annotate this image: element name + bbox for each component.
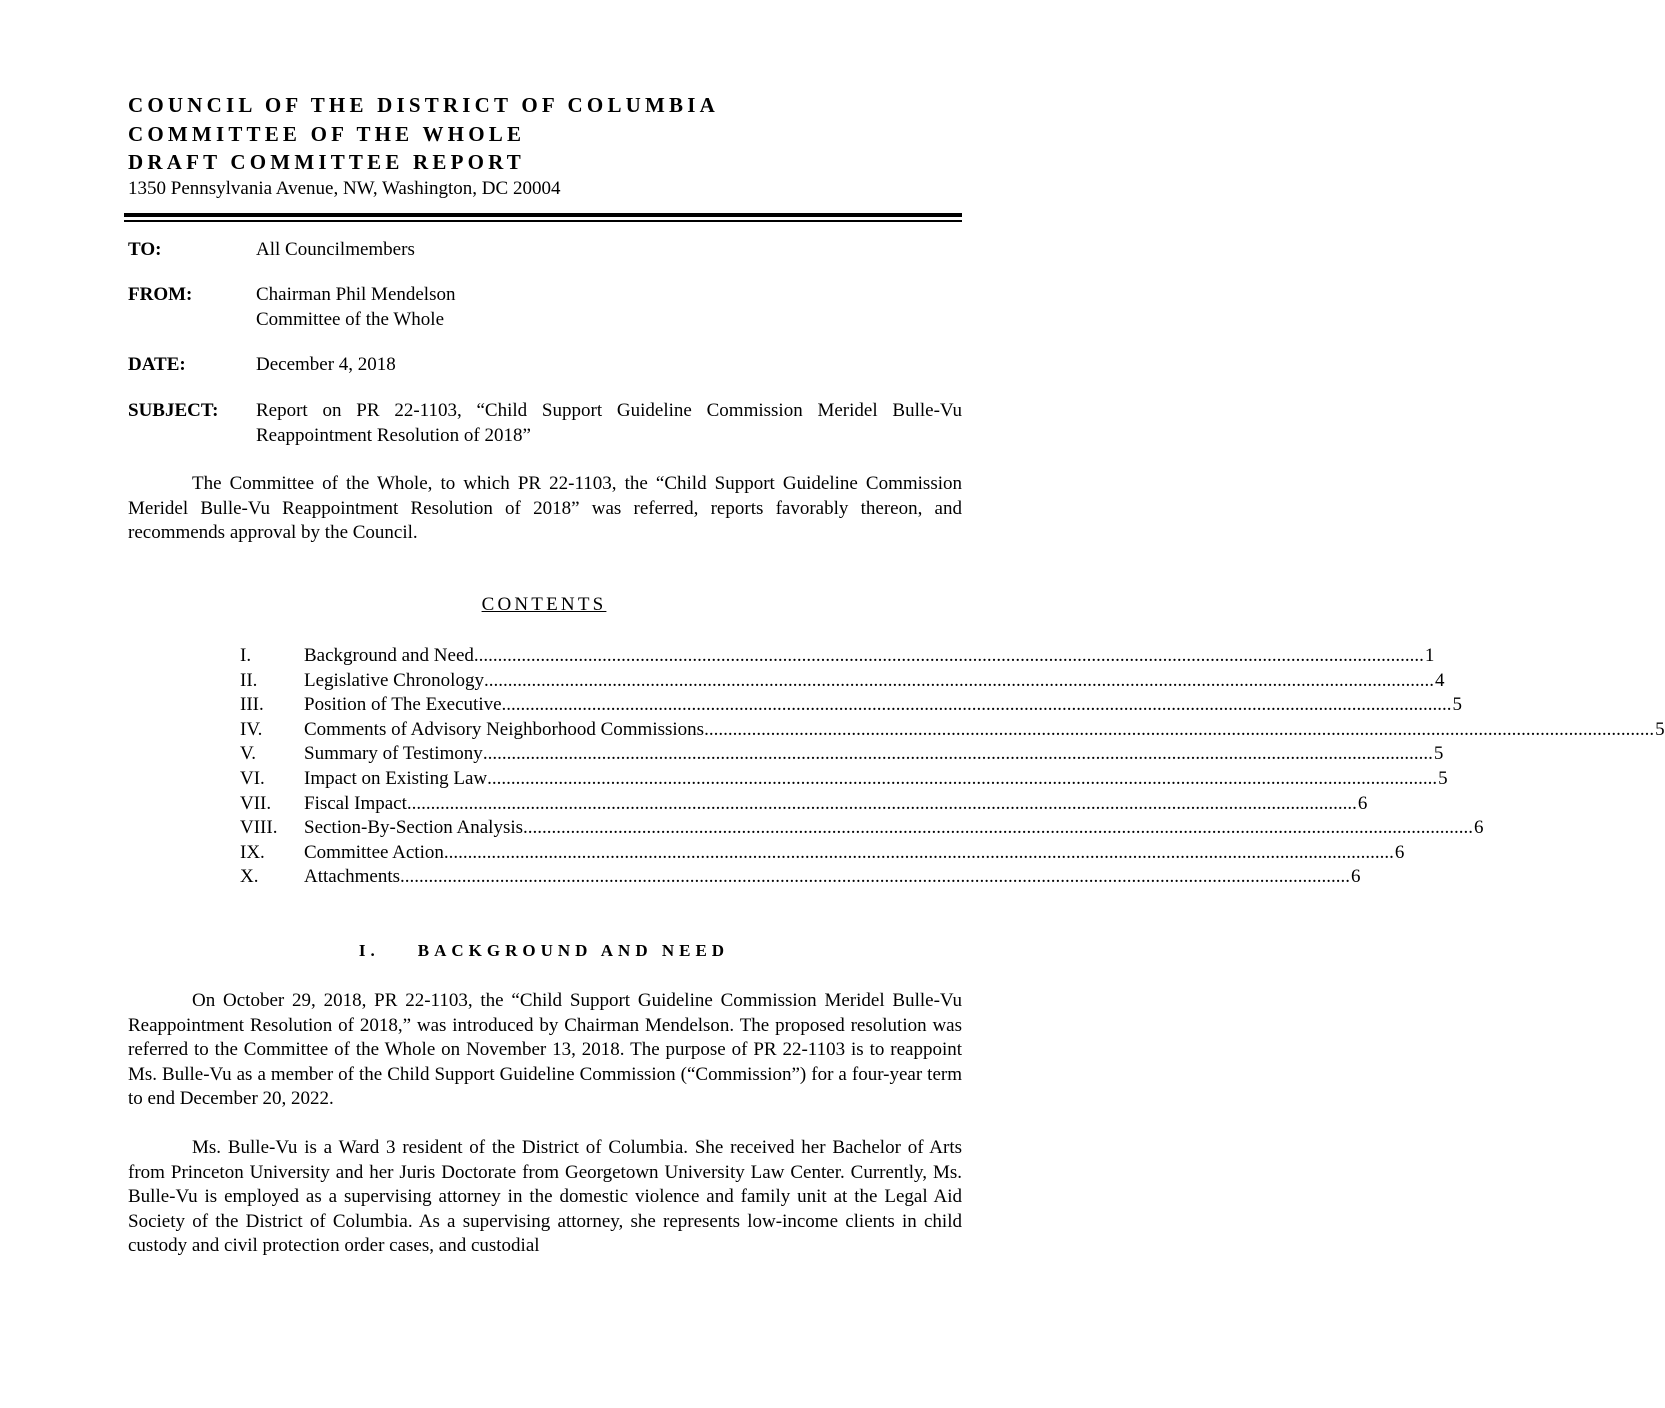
toc-item-title: Committee Action — [304, 841, 444, 863]
header-rule-thick — [124, 213, 962, 217]
toc-leader-dots: ........................................................................................................................................................................................................ — [473, 645, 1424, 666]
memo-from-label: FROM: — [128, 284, 193, 305]
toc-item-number: VII. — [240, 792, 272, 814]
toc-item — [240, 792, 1368, 818]
toc-leader-dots: ........................................................................................................................................................................................................ — [501, 694, 1452, 716]
toc-item-page: 4 — [1434, 669, 1445, 691]
toc-item-number: VI. — [240, 767, 265, 789]
toc-item — [240, 669, 1445, 695]
header-rule-thin — [124, 220, 962, 222]
toc-item-title: Attachments — [304, 866, 401, 888]
toc-leader-dots: ........................................................................................................................................................................................................ — [443, 841, 1394, 863]
toc-leader-dots: ........................................................................................................................................................................................................ — [400, 866, 1351, 888]
toc-item-page: 5 — [1452, 694, 1463, 716]
toc-item-title: Background and Need — [304, 645, 474, 666]
header-address: 1350 Pennsylvania Avenue, NW, Washington, DC 20004 — [128, 178, 561, 199]
toc-item — [240, 866, 1361, 891]
toc-leader-dots: ........................................................................................................................................................................................................ — [487, 767, 1438, 789]
section-title: BACKGROUND AND NEED — [417, 941, 730, 960]
toc-item — [240, 718, 1665, 744]
toc-item-number: II. — [240, 669, 258, 691]
toc-leader-dots: ........................................................................................................................................................................................................ — [704, 718, 1655, 740]
toc-item-title: Impact on Existing Law — [304, 767, 488, 789]
background-paragraph-1 — [128, 989, 962, 1112]
toc-item-title: Summary of Testimony — [304, 743, 483, 765]
toc-item-title: Fiscal Impact — [304, 792, 407, 814]
toc-item-title: Section-By-Section Analysis — [304, 817, 524, 839]
toc-item — [240, 645, 1435, 670]
toc-item-title: Legislative Chronology — [304, 669, 484, 691]
memo-subject-label: SUBJECT: — [128, 400, 219, 421]
toc-item-number: IV. — [240, 718, 263, 740]
toc-item-page: 5 — [1438, 767, 1448, 789]
toc-item-title: Comments of Advisory Neighborhood Commissions — [304, 718, 705, 740]
section-heading-background — [0, 939, 1088, 963]
toc-item-number: III. — [240, 694, 264, 716]
toc-item-page: 5 — [1433, 743, 1444, 765]
toc-item-number: VIII. — [240, 817, 278, 839]
memo-subject-value: Report on PR 22-1103, “Child Support Guideline Commission Meridel Bulle-Vu Reappointment Resolution of 2018” — [256, 400, 962, 446]
toc-item-title: Position of The Executive — [304, 694, 502, 716]
memo-from-value-name: Chairman Phil Mendelson — [256, 284, 456, 305]
background-paragraph-2-text: Ms. Bulle-Vu is a Ward 3 resident of the District of Columbia. She received her Bachelor of Arts from Princeton University and her Juris Doctorate from Georgetown University Law Center. Currently, Ms. Bulle-Vu is employed as a supervising attorney in the domestic violence and family unit at the Legal Aid Society of the District of Columbia. As a supervising attorney, she represents low-income clients in child custody and civil protection order cases, and custodial — [128, 1137, 962, 1256]
toc-leader-dots: ........................................................................................................................................................................................................ — [483, 669, 1434, 691]
intro-paragraph — [128, 472, 962, 546]
toc-item-page: 6 — [1351, 866, 1361, 888]
toc-item-page: 6 — [1357, 792, 1368, 814]
table-of-contents — [240, 645, 1665, 891]
toc-item-page: 6 — [1474, 817, 1484, 839]
toc-item-number: V. — [240, 743, 257, 765]
background-paragraph-2 — [128, 1136, 962, 1259]
toc-item — [240, 743, 1444, 768]
header-committee: COMMITTEE OF THE WHOLE — [128, 122, 526, 146]
toc-item — [240, 817, 1484, 842]
toc-item-page: 5 — [1655, 718, 1665, 740]
intro-text: The Committee of the Whole, to which PR 22-1103, the “Child Support Guideline Commission Meridel Bulle-Vu Reappointment Resolution of 2018” was referred, reports favorably thereon, and recommends approval by the Council. — [128, 473, 962, 543]
toc-leader-dots: ........................................................................................................................................................................................................ — [482, 743, 1433, 765]
memo-to-value: All Councilmembers — [256, 239, 415, 260]
header-council: COUNCIL OF THE DISTRICT OF COLUMBIA — [128, 93, 719, 117]
contents-heading: CONTENTS — [481, 594, 607, 615]
toc-item — [240, 841, 1405, 867]
toc-item — [240, 694, 1463, 719]
section-number: I. — [358, 941, 380, 960]
toc-item-page: 6 — [1394, 841, 1405, 863]
toc-item-number: IX. — [240, 841, 265, 863]
memo-date-value: December 4, 2018 — [256, 354, 396, 375]
toc-item-number: X. — [240, 866, 259, 888]
memo-to-label: TO: — [128, 239, 162, 260]
toc-item-page: 1 — [1424, 645, 1435, 666]
toc-item — [240, 767, 1448, 793]
header-report-type: DRAFT COMMITTEE REPORT — [128, 150, 525, 174]
toc-leader-dots: ........................................................................................................................................................................................................ — [406, 792, 1357, 814]
memo-date-label: DATE: — [128, 354, 186, 375]
toc-leader-dots: ........................................................................................................................................................................................................ — [523, 817, 1474, 839]
memo-from-value-committee: Committee of the Whole — [256, 309, 445, 330]
toc-item-number: I. — [240, 645, 252, 666]
background-paragraph-1-text: On October 29, 2018, PR 22-1103, the “Child Support Guideline Commission Meridel Bulle-Vu Reappointment Resolution of 2018,” was introduced by Chairman Mendelson. The proposed resolution was referred to the Committee of the Whole on November 13, 2018. The purpose of PR 22-1103 is to reappoint Ms. Bulle-Vu as a member of the Child Support Guideline Commission (“Commission”) for a four-year term to end December 20, 2022. — [128, 990, 962, 1109]
